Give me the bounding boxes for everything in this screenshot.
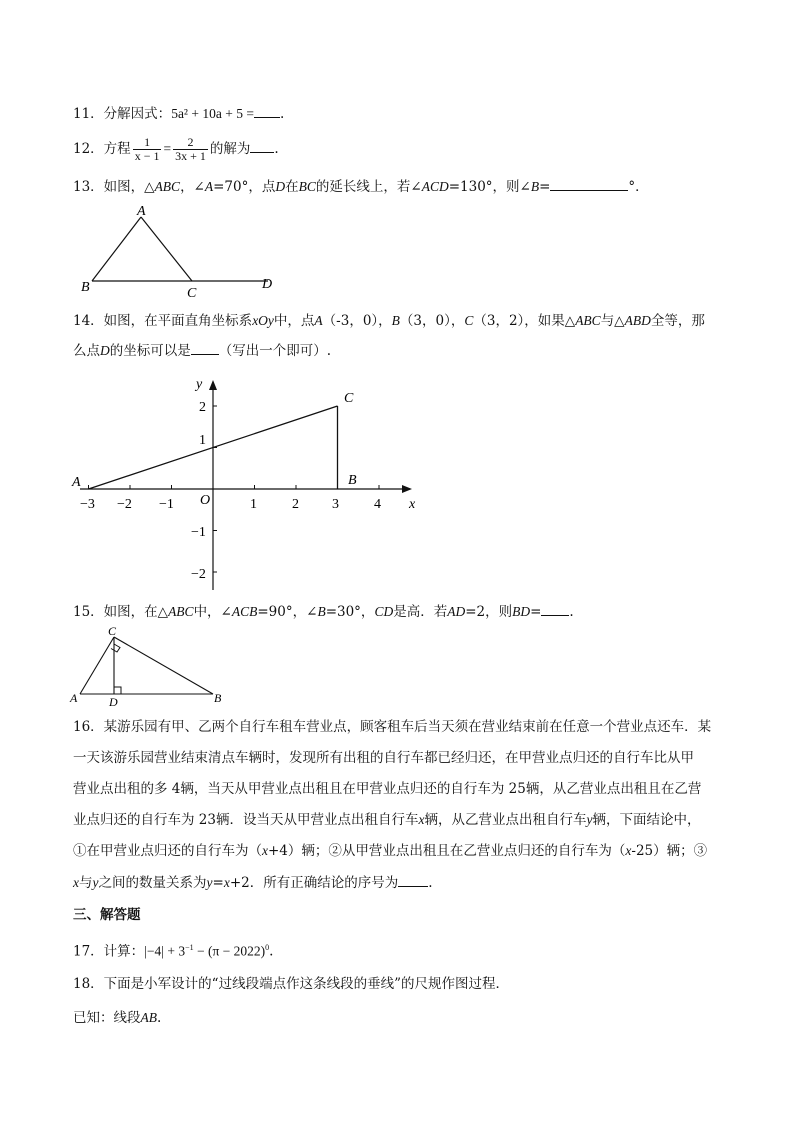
known-end: .: [157, 1010, 162, 1026]
fig13-label-d: D: [262, 277, 273, 292]
q15-b: B: [317, 604, 326, 619]
q15-bd: BD: [512, 604, 531, 619]
q16-var-x: x: [73, 875, 79, 890]
q14-text: 的坐标可以是: [109, 343, 191, 359]
fig15-right-angle-c-icon: [111, 644, 120, 652]
q15-cd: CD: [374, 604, 394, 619]
fig14-y-tick-label: 1: [199, 433, 206, 448]
q13-text: °．: [628, 179, 649, 195]
q16-text: 辆，下面结论中，: [592, 812, 701, 828]
q15-text: =: [530, 604, 542, 620]
q14-text: （写出一个即可）.: [218, 343, 332, 359]
fig14-x-tick-label: 3: [332, 497, 339, 512]
q12-equals: =: [163, 141, 172, 156]
q13-acd: ACD: [421, 179, 449, 194]
fig13-side-ab: [92, 217, 141, 281]
q14-abc: ABC: [575, 313, 601, 328]
q14-c: C: [464, 313, 474, 328]
q11-answer-blank[interactable]: [254, 103, 280, 118]
fig14-x-tick-label: −1: [159, 497, 174, 512]
q14-text: 与△: [600, 313, 625, 329]
question-16-line-1: [73, 717, 711, 737]
section-3-heading: 三、解答题: [73, 907, 141, 923]
q15-ad: AD: [447, 604, 466, 619]
fig14-y-axis-label: y: [196, 377, 203, 392]
q16-text: 之间的数量关系为: [98, 875, 207, 891]
q14-text: （3，2），如果△: [473, 313, 576, 329]
q12-num2: 2: [173, 136, 208, 150]
fig14-label-b: B: [348, 473, 357, 488]
fig13-side-ac: [141, 217, 192, 281]
q11-end: .: [279, 106, 285, 122]
fig14-y-tick-label: 2: [199, 400, 206, 415]
q16-var-x: x: [418, 812, 425, 827]
q13-b: B: [530, 179, 540, 194]
q15-text: 中，∠: [193, 604, 232, 620]
q13-answer-blank[interactable]: [550, 176, 628, 191]
q17-exponent: 0: [265, 943, 270, 952]
fig14-x-tick-label: −2: [117, 497, 132, 512]
q12-fraction-left: [133, 136, 162, 163]
q12-fraction-right: [173, 136, 208, 163]
q12-prefix: 12．方程: [73, 141, 131, 157]
question-17: [73, 938, 273, 962]
fig14-x-axis-label: x: [409, 497, 416, 512]
q16-var-x: x: [223, 875, 230, 890]
question-16-line-6: [73, 872, 433, 893]
question-16-line-4: [73, 810, 700, 830]
q18-text: 18．下面是小军设计的“过线段端点作这条线段的垂线”的尺规作图过程．: [73, 976, 509, 992]
q14-text: 中，点: [273, 313, 315, 329]
fig13-label-a: A: [137, 204, 146, 219]
q16-var-y: y: [586, 812, 593, 827]
q14-abd: ABD: [624, 313, 651, 328]
q13-text: =: [539, 179, 551, 195]
q14-d: D: [100, 343, 110, 358]
question-13: [73, 176, 649, 197]
fig14-y-tick-label: −1: [191, 525, 206, 540]
q11-expression: 5a² + 10a + 5 =: [171, 106, 254, 121]
q14-xoy: xOy: [252, 313, 274, 328]
q13-text: 13．如图，△: [73, 179, 155, 195]
q12-suffix: 的解为: [209, 141, 251, 157]
fig15-right-angle-d-icon: [114, 687, 121, 694]
q16-var-y: y: [206, 875, 213, 890]
q16-text: 一天该游乐园营业结束清点车辆时，发现所有出租的自行车都已经归还，在甲营业点归还的自行车比从甲: [73, 750, 694, 766]
q15-answer-blank[interactable]: [541, 601, 569, 616]
q16-text: =: [212, 875, 224, 891]
question-16-line-5: [73, 841, 707, 861]
q16-text: -25）辆；③: [631, 843, 708, 859]
fig14-label-c: C: [344, 391, 354, 406]
question-14-line-1: [73, 311, 705, 331]
q15-text: 是高．若: [393, 604, 448, 620]
fig15-label-a: A: [70, 691, 78, 705]
fig15-label-d: D: [109, 695, 118, 706]
q12-end: .: [274, 141, 279, 157]
fig14-x-tick-label: 2: [292, 497, 299, 512]
q12-num1: 1: [133, 136, 162, 150]
question-14-line-2: [73, 340, 331, 361]
q17-end: .: [269, 943, 274, 960]
q17-expression: − (π − 2022): [193, 943, 266, 959]
figure-13-triangle: [78, 200, 288, 300]
q13-abc: ABC: [154, 179, 181, 194]
fig14-x-arrow-icon: [402, 485, 412, 493]
q14-a: A: [314, 313, 323, 328]
fig15-side-cb: [114, 637, 213, 694]
figure-14-coordinate-plane: [60, 370, 440, 595]
q16-text: 营业点出租的多 4辆，当天从甲营业点出租且在甲营业点归还的自行车为 25辆，从乙营业点出租且在乙营: [73, 781, 702, 797]
fig13-label-b: B: [81, 280, 90, 295]
q15-text: =90°，∠: [257, 604, 318, 620]
q14-text: （-3，0），: [322, 313, 392, 329]
figure-15-right-triangle: [68, 624, 233, 706]
question-16-line-3: [73, 779, 701, 799]
q16-var-x: x: [262, 843, 268, 858]
fig14-y-tick-label: −2: [191, 567, 206, 582]
question-12: [73, 136, 279, 163]
q13-a: A: [204, 179, 214, 194]
q12-den1: x − 1: [134, 149, 160, 163]
q13-text: 在: [285, 179, 299, 195]
q15-text: =2，则: [465, 604, 513, 620]
q15-text: =30°，: [325, 604, 375, 620]
q16-text: 业点归还的自行车为 23辆．设当天从甲营业点出租自行车: [73, 812, 419, 828]
question-18: [73, 974, 509, 994]
fig14-x-tick-label: 4: [374, 497, 381, 512]
q14-text: 全等，那: [650, 313, 705, 329]
q15-acb: ACB: [231, 604, 258, 619]
q16-text: 辆，从乙营业点出租自行车: [424, 812, 587, 828]
q14-b: B: [391, 313, 400, 328]
q11-prefix: 11．分解因式：: [73, 106, 172, 122]
q13-d: D: [275, 179, 286, 194]
q14-text: 么点: [73, 343, 100, 359]
q16-text: +4）辆；②从甲营业点出租且在乙营业点归还的自行车为（: [268, 843, 626, 859]
known-text: 已知：线段: [73, 1010, 141, 1026]
fig13-label-c: C: [187, 286, 197, 300]
q13-text: =130°，则∠: [448, 179, 531, 195]
fig14-label-a: A: [72, 475, 81, 490]
q14-answer-blank[interactable]: [191, 340, 219, 355]
question-16-line-2: [73, 748, 694, 768]
fig15-label-b: B: [214, 691, 222, 705]
question-15: [73, 601, 574, 622]
q14-text: 14．如图，在平面直角坐标系: [73, 313, 253, 329]
q17-exponent: −1: [185, 943, 194, 952]
known-statement: [73, 1008, 161, 1028]
q15-abc: ABC: [168, 604, 194, 619]
fig15-side-ac: [80, 637, 114, 694]
q16-text: 16．某游乐园有甲、乙两个自行车租车营业点，顾客租车后当天须在营业结束前在任意一个营业点还车．某: [73, 719, 712, 735]
fig14-origin-label: O: [200, 493, 211, 508]
fig14-x-tick-label: −3: [80, 497, 95, 512]
q16-text: +2．所有正确结论的序号为: [229, 875, 399, 891]
q16-text: ①在甲营业点归还的自行车为（: [73, 843, 262, 859]
q15-text: 15．如图，在△: [73, 604, 169, 620]
fig14-y-arrow-icon: [209, 380, 217, 390]
known-ab: AB: [140, 1010, 157, 1025]
q13-text: ，∠: [180, 179, 205, 195]
q16-var-y: y: [92, 875, 99, 890]
q16-end: .: [428, 875, 433, 891]
q13-bc: BC: [298, 179, 316, 194]
q16-var-x: x: [625, 843, 632, 858]
q12-answer-blank[interactable]: [250, 138, 274, 153]
fig14-x-tick-label: 1: [250, 497, 257, 512]
q17-prefix: 17．计算：: [73, 943, 145, 960]
q13-text: =70°，点: [213, 179, 276, 195]
q16-text: 与: [79, 875, 93, 891]
fig15-label-c: C: [108, 624, 117, 638]
q17-expression: |−4| + 3: [144, 943, 186, 959]
question-11: [73, 103, 284, 124]
q15-end: .: [569, 604, 574, 620]
q13-text: 的延长线上，若∠: [315, 179, 422, 195]
q14-text: （3，0），: [399, 313, 465, 329]
q12-den2: 3x + 1: [175, 149, 206, 163]
q16-answer-blank[interactable]: [398, 872, 428, 887]
